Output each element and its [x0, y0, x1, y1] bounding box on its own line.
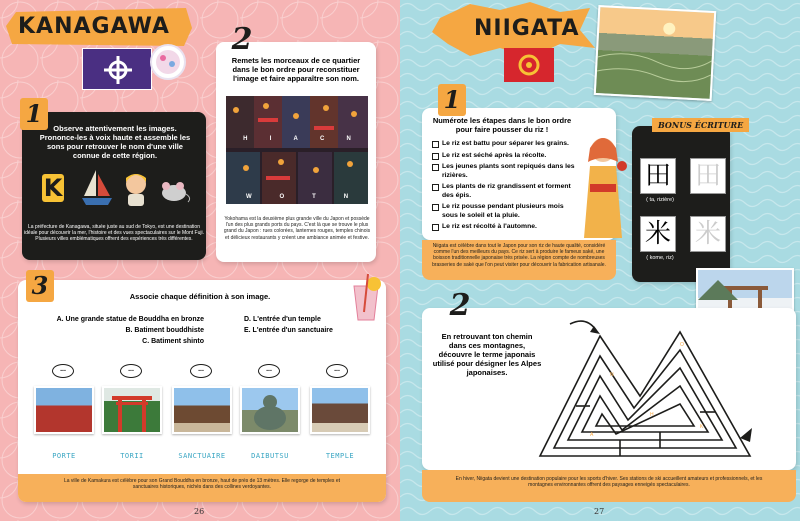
- exercise-3-number: 3: [26, 270, 54, 302]
- svg-text:A: A: [590, 432, 594, 438]
- exercise-3-instruction: Associe chaque définition à son image.: [129, 292, 271, 301]
- page-number-right: 27: [594, 507, 605, 516]
- puzzle-letter: C: [320, 136, 325, 142]
- definitions-right: [244, 314, 333, 336]
- puzzle-letter: N: [343, 194, 349, 200]
- step-checkbox[interactable]: [432, 153, 439, 160]
- definitions-left: [44, 314, 204, 347]
- kanji-ta-reading: ( ta, rizière): [646, 197, 674, 203]
- exercise-1-instruction: Numérote les étapes dans le bon ordre pour faire pousser du riz !: [432, 116, 572, 134]
- puzzle-letter: O: [279, 194, 285, 200]
- svg-text:K: K: [700, 424, 704, 430]
- page-title: NIIGATA: [474, 16, 580, 41]
- step-checkbox[interactable]: [432, 204, 439, 211]
- photo-daibutsu: [240, 386, 300, 434]
- step-checkbox[interactable]: [432, 164, 439, 171]
- kanji-ta: 田: [640, 158, 676, 194]
- page-number-left: 26: [194, 507, 205, 516]
- photo-label-daibutsu: DAIBUTSU: [251, 452, 289, 460]
- rice-step: Les jeunes plants sont repiqués dans les rizières.: [432, 163, 577, 180]
- rice-steps-list: [432, 140, 577, 235]
- exercise-1-number: 1: [438, 84, 466, 116]
- photo-shrine: [172, 386, 232, 434]
- definition-a: A. Une grande statue de Bouddha en bronze: [56, 316, 204, 323]
- exercise-1-number: 1: [20, 98, 48, 130]
- kanji-kome-tracing[interactable]: 米: [690, 216, 726, 252]
- photo-rice-terraces: [594, 5, 717, 101]
- photo-label-sanctuaire: SANCTUAIRE: [178, 452, 226, 460]
- exercise-2-number: 2: [449, 288, 471, 323]
- sailboat-icon: [80, 168, 114, 208]
- photo-temple: [310, 386, 370, 434]
- definition-e: E. L'entrée d'un sanctuaire: [244, 327, 333, 334]
- bonus-title: BONUS ÉCRITURE: [652, 118, 749, 132]
- step-checkbox[interactable]: [432, 224, 439, 231]
- answer-bubble[interactable]: ...: [120, 364, 142, 378]
- puzzle-letter: H: [243, 136, 248, 142]
- exercise-2-instruction: En retrouvant ton chemin dans ces montagnes, découvre le terme japonais utilisé pour désigner les Alpes japonaises.: [432, 332, 542, 377]
- svg-text:N: N: [610, 372, 614, 378]
- rice-step: Le riz est séché après la récolte.: [432, 152, 577, 161]
- rice-step: Le riz pousse pendant plusieurs mois sous le soleil et la pluie.: [432, 203, 577, 220]
- exercise-2-instruction: Remets les morceaux de ce quartier dans le bon ordre pour reconstituer l'image et faire apparaître son nom.: [231, 56, 361, 83]
- photo-torii: [102, 386, 162, 434]
- puzzle-letter: T: [312, 194, 316, 200]
- answer-bubble[interactable]: ...: [52, 364, 74, 378]
- rice-step: Le riz est battu pour séparer les grains.: [432, 140, 577, 149]
- drink-glass-icon: [348, 272, 384, 328]
- page-title: KANAGAWA: [18, 14, 170, 39]
- definition-d: D. L'entrée d'un temple: [244, 316, 321, 323]
- girl-kimono-illustration: [578, 132, 628, 242]
- rice-step: Les plants de riz grandissent et forment des épis.: [432, 183, 577, 200]
- exercise-2-number: 2: [231, 22, 253, 57]
- exercise-3-caption: La ville de Kamakura est célèbre pour son Grand Bouddha en bronze, haut de près de 13 mètres. Elle regorge de temples et sanctuaires historiques, nichés dans des collines verdoyantes.: [18, 474, 386, 502]
- rice-step: Le riz est récolté à l'automne.: [432, 223, 577, 232]
- letter-k-icon: K: [43, 174, 63, 202]
- exercise-2-caption: En hiver, Niigata devient une destination populaire pour les sports d'hiver. Ses stations de ski accueillent amateurs et professionnels, et les montagnes environnantes offrent des paysages enneigés spectaculaires.: [422, 470, 796, 502]
- puzzle-letters-bottom: [232, 194, 362, 200]
- photo-label-temple: TEMPLE: [325, 452, 355, 460]
- answer-bubble[interactable]: ...: [258, 364, 280, 378]
- kanji-kome: 米: [640, 216, 676, 252]
- step-checkbox[interactable]: [432, 184, 439, 191]
- right-page-niigata: [400, 0, 800, 521]
- mouse-icon: [158, 178, 192, 204]
- chinatown-puzzle-image: [226, 96, 368, 204]
- niigata-flag: [504, 48, 554, 82]
- answer-bubble[interactable]: ...: [190, 364, 212, 378]
- puzzle-letter: N: [346, 136, 351, 142]
- person-head-icon: [122, 170, 150, 208]
- puzzle-letters-top: [232, 136, 362, 142]
- kanji-ta-tracing[interactable]: 田: [690, 158, 726, 194]
- exercise-1-caption: Niigata est célèbre dans tout le Japon pour son riz de haute qualité, considéré comme l'un des meilleurs du pays. Ce riz sert à produire le fameux saké, une boisson traditionnelle japonaise très prisée. La région compte de nombreuses brasseries de saké que l'on peut visiter pour découvrir la fabrication artisanale.: [422, 240, 616, 280]
- photo-label-porte: PORTE: [52, 452, 76, 460]
- exercise-1-instruction: Observe attentivement les images. Prononce-les à voix haute et assemble les sons pour retrouver le nom d'une ville connue de cette région.: [39, 124, 191, 160]
- mountain-maze[interactable]: [530, 316, 760, 466]
- step-checkbox[interactable]: [432, 141, 439, 148]
- svg-text:H: H: [650, 412, 654, 418]
- answer-bubble[interactable]: ...: [326, 364, 348, 378]
- photo-label-torii: TORII: [120, 452, 144, 460]
- exercise-1-caption: La préfecture de Kanagawa, située juste au sud de Tokyo, est une destination idéale pour découvrir la mer, l'histoire et des vues spectaculaires sur le Mont Fuji. Plusieurs villes emblématiques offrent des expériences très différentes.: [24, 224, 204, 243]
- svg-text:O: O: [680, 342, 684, 348]
- definition-c: C. Batiment shinto: [142, 338, 204, 345]
- definition-b: B. Batiment bouddhiste: [125, 327, 204, 334]
- puzzle-letter: W: [245, 194, 252, 200]
- photo-temple-gate: [34, 386, 94, 434]
- kanji-kome-reading: ( kome, riz): [646, 255, 674, 261]
- puzzle-letter: I: [269, 136, 272, 142]
- kanagawa-flag: [82, 48, 152, 90]
- sticker-icon: [150, 44, 186, 80]
- puzzle-letter: A: [293, 136, 298, 142]
- exercise-2-caption: Yokohama est la deuxième plus grande ville du Japon et possède l'un des plus grands ports du pays. C'est là que se trouve le plus grand du Japon : rues colorées, lanternes rouges, temples chinois et délicieux restaurants y créent une ambiance animée et festive.: [223, 216, 371, 241]
